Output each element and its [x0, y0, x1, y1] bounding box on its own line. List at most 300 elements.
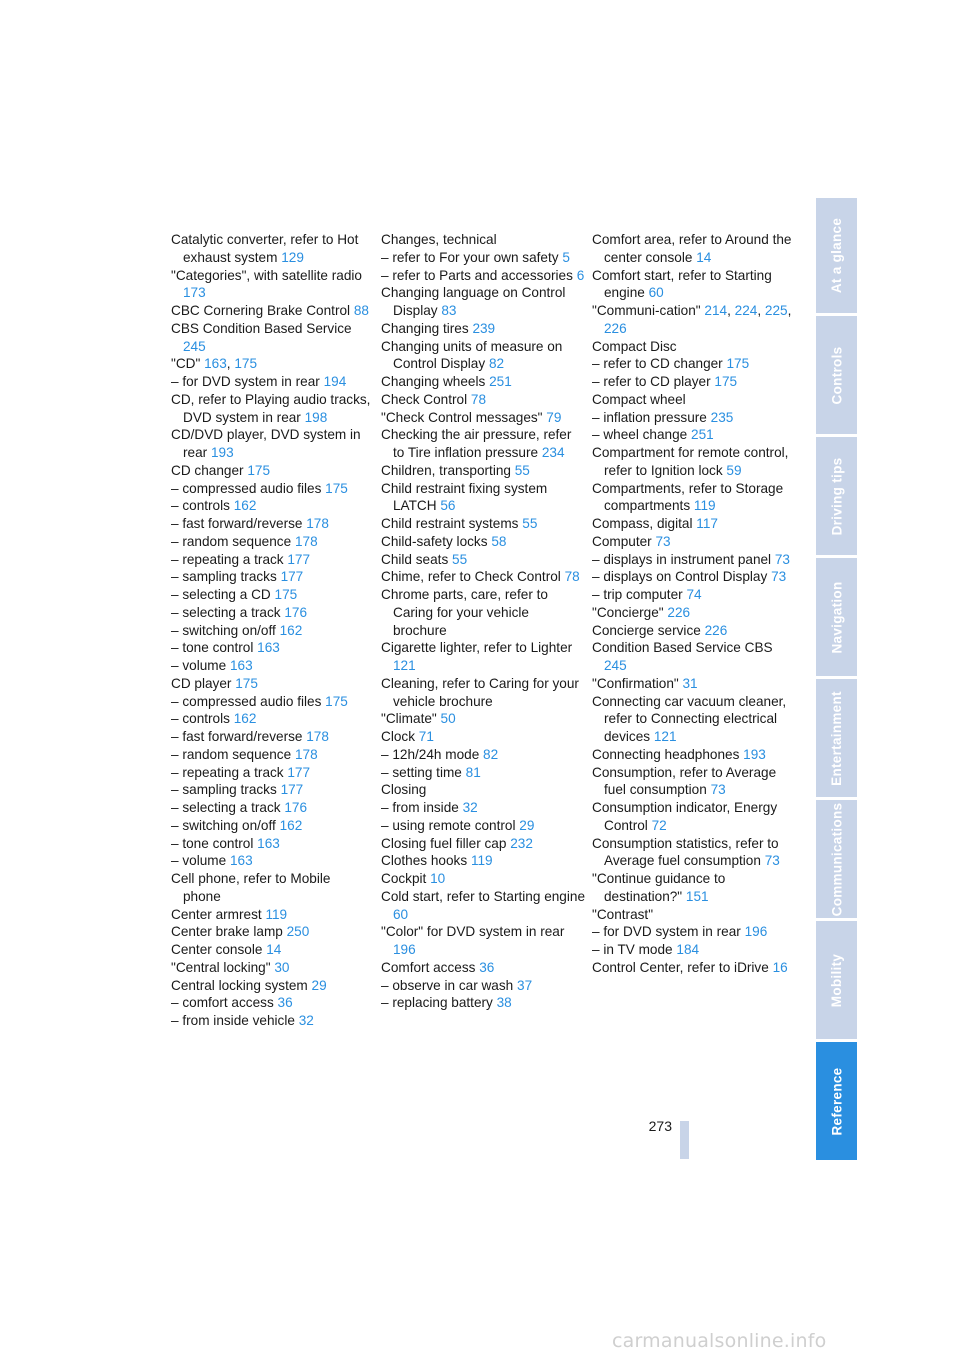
index-entry — [171, 373, 371, 391]
page-link[interactable]: 82 — [483, 746, 499, 762]
entry-text: – refer to CD player — [592, 374, 711, 389]
page-link[interactable]: 162 — [233, 711, 257, 727]
entry-text: – refer to CD changer — [592, 356, 723, 372]
page-link[interactable]: 178 — [306, 516, 329, 531]
entry-text: Closing — [381, 782, 427, 798]
entry-text: Concierge service — [592, 622, 701, 638]
index-entry — [171, 586, 371, 604]
index-entry — [171, 515, 371, 533]
entry-text: – compressed audio files — [171, 693, 322, 709]
page-link[interactable]: 226 — [704, 622, 728, 638]
page-link[interactable]: 73 — [710, 782, 726, 798]
index-entry — [381, 533, 586, 551]
index-entry — [592, 639, 797, 675]
page-link[interactable]: 177 — [280, 782, 304, 798]
entry-text: – from inside — [381, 800, 459, 815]
index-entry — [381, 764, 586, 782]
index-entry — [592, 586, 797, 604]
page-link[interactable]: 60 — [648, 285, 664, 301]
index-entry — [171, 551, 371, 569]
page-link[interactable]: 56 — [440, 498, 456, 514]
page-link[interactable]: 163 — [257, 835, 280, 851]
index-entry — [171, 835, 371, 853]
index-entry — [171, 267, 371, 303]
index-entry — [171, 977, 371, 995]
index-entry — [171, 231, 371, 267]
page-link[interactable]: 245 — [604, 658, 627, 673]
entry-text: Center brake lamp — [171, 924, 283, 940]
entry-text: – observe in car wash — [381, 977, 514, 993]
index-entry — [381, 888, 586, 924]
page-link[interactable]: 163 — [229, 853, 253, 869]
entry-text: – controls — [171, 711, 230, 727]
page-link[interactable]: 129 — [281, 249, 304, 265]
page-link[interactable]: 151 — [685, 888, 709, 904]
page-link[interactable]: 71 — [418, 729, 434, 744]
entry-text: – comfort access — [171, 995, 274, 1011]
entry-text: Comfort start, refer to Starting engine — [592, 267, 772, 301]
page-link[interactable]: 81 — [465, 764, 481, 780]
entry-text: Cockpit — [381, 871, 427, 886]
page-link[interactable]: 245 — [183, 338, 206, 354]
page-link[interactable]: 36 — [277, 995, 293, 1011]
index-entry — [171, 1012, 371, 1030]
entry-text: – replacing battery — [381, 995, 493, 1011]
page-link[interactable]: 198 — [304, 409, 328, 425]
entry-text: Chrome parts, care, refer to Caring for your vehicle brochure — [381, 587, 548, 638]
page-link[interactable]: 31 — [682, 675, 698, 691]
entry-text: Clock — [381, 729, 415, 744]
index-entry — [592, 923, 797, 941]
entry-text: – selecting a track — [171, 604, 281, 620]
index-entry — [171, 781, 371, 799]
entry-text: Compass, digital — [592, 516, 693, 531]
tab-communications[interactable]: Communications — [816, 800, 857, 918]
index-entry — [381, 515, 586, 533]
page-link[interactable]: 234 — [541, 445, 565, 460]
page-link[interactable]: 30 — [274, 959, 290, 975]
index-entry — [381, 480, 586, 516]
index-entry — [381, 267, 586, 285]
entry-text: Check Control — [381, 391, 468, 407]
entry-text: – repeating a track — [171, 551, 284, 567]
entry-text: "Central locking" — [171, 959, 271, 975]
entry-text: CD changer — [171, 462, 244, 478]
entry-text: Center armrest — [171, 906, 262, 922]
page-link[interactable]: 29 — [311, 977, 327, 993]
index-entry — [592, 959, 797, 977]
entry-text: Comfort access — [381, 959, 476, 975]
page-link[interactable]: 162 — [233, 498, 257, 514]
page-link[interactable]: 193 — [210, 445, 234, 460]
page-link[interactable]: 175 — [235, 675, 258, 691]
page-link[interactable]: 72 — [651, 817, 667, 833]
entry-text: Compact Disc — [592, 338, 677, 354]
entry-text: Consumption indicator, Energy Control — [592, 800, 778, 833]
page-link[interactable]: 5 — [562, 249, 570, 265]
page-link[interactable]: 225 — [764, 303, 788, 318]
entry-text: Changing language on Control Display — [381, 285, 566, 318]
page-link[interactable]: 6 — [576, 267, 585, 283]
page-link[interactable]: 184 — [676, 942, 700, 957]
entry-text: – using remote control — [381, 817, 516, 833]
index-entry — [171, 728, 371, 746]
page-link[interactable]: 73 — [774, 551, 790, 567]
page-link[interactable]: 175 — [274, 587, 298, 602]
page-link[interactable]: 177 — [287, 764, 311, 780]
entry-text: Center console — [171, 942, 263, 957]
index-entry: "Communi-cation" 214, 224, 225, 226 — [592, 303, 792, 336]
entry-text: Checking the air pressure, refer to Tire inflation pressure — [381, 427, 572, 460]
page-link[interactable]: 74 — [686, 587, 702, 602]
page-link[interactable]: 176 — [284, 800, 308, 815]
index-entry — [592, 355, 797, 373]
index-entry — [592, 551, 797, 569]
index-entry — [592, 338, 797, 356]
entry-text: – wheel change — [592, 427, 688, 443]
page-number-bar — [680, 1121, 689, 1159]
index-entry — [381, 409, 586, 427]
entry-text: – from inside vehicle — [171, 1013, 295, 1028]
page-link[interactable]: 163 — [257, 640, 280, 656]
entry-text: "Climate" — [381, 711, 437, 727]
page-link[interactable]: 29 — [519, 817, 535, 833]
page-link[interactable]: 175 — [325, 480, 348, 496]
page-link[interactable]: 88 — [353, 303, 369, 318]
index-entry — [171, 994, 371, 1012]
index-entry — [592, 906, 797, 924]
tab-reference[interactable]: Reference — [816, 1042, 857, 1160]
entry-text: – fast forward/reverse — [171, 516, 303, 531]
page-link[interactable]: 175 — [234, 356, 258, 372]
entry-text: Child restraint systems — [381, 516, 519, 531]
index-column-3 — [592, 231, 797, 977]
entry-text: – in TV mode — [592, 942, 673, 957]
entry-text: Changes, technical — [381, 232, 497, 247]
entry-text: "Contrast" — [592, 906, 654, 922]
page-link[interactable]: 250 — [286, 924, 310, 940]
entry-text: CBC Cornering Brake Control — [171, 303, 351, 318]
entry-text: CD, refer to Playing audio tracks, DVD system in rear — [171, 391, 371, 425]
page-link[interactable]: 119 — [470, 853, 493, 869]
index-entry — [171, 693, 371, 711]
index-entry — [381, 284, 586, 320]
index-entry — [381, 799, 586, 817]
entry-text: Consumption statistics, refer to Average fuel consumption — [592, 835, 779, 869]
page-link[interactable]: 178 — [306, 729, 329, 744]
entry-text: Changing units of measure on Control Display — [381, 338, 563, 372]
page-link[interactable]: 60 — [393, 906, 409, 922]
entry-text: "Color" for DVD system in rear — [381, 924, 565, 940]
entry-text: "Communi-cation" — [592, 303, 701, 318]
page-link[interactable]: 226 — [604, 320, 627, 336]
entry-text: – tone control — [171, 835, 254, 851]
index-column-1 — [171, 231, 371, 1030]
page-link[interactable]: 10 — [430, 871, 446, 886]
index-entry — [171, 639, 371, 657]
index-entry — [381, 231, 586, 249]
entry-text: Cigarette lighter, refer to Lighter — [381, 640, 573, 656]
index-entry — [381, 551, 586, 569]
entry-text: – sampling tracks — [171, 569, 277, 585]
index-entry — [592, 444, 797, 480]
page-link[interactable]: 177 — [287, 551, 311, 567]
entry-text: – refer to For your own safety — [381, 249, 559, 265]
index-entry — [592, 675, 797, 693]
page-link[interactable]: 16 — [772, 959, 788, 975]
page-link[interactable]: 38 — [496, 995, 512, 1011]
index-entry — [171, 675, 371, 693]
tab-mobility[interactable]: Mobility — [816, 921, 857, 1039]
page-link[interactable]: 193 — [743, 746, 766, 762]
page-link[interactable]: 78 — [470, 391, 487, 407]
entry-text: "Continue guidance to destination?" — [592, 871, 726, 904]
index-entry — [592, 746, 797, 764]
page-link[interactable]: 82 — [488, 356, 505, 372]
page-link[interactable]: 163 — [229, 658, 253, 673]
index-entry — [171, 568, 371, 586]
entry-text: "CD" — [171, 356, 201, 372]
entry-text: Changing wheels — [381, 374, 486, 389]
entry-text: Compact wheel — [592, 391, 686, 407]
entry-text: – for DVD system in rear — [171, 374, 320, 389]
page-link[interactable]: 235 — [710, 409, 734, 425]
index-entry — [592, 426, 797, 444]
page-link[interactable]: 175 — [325, 693, 348, 709]
page-link[interactable]: 175 — [726, 356, 750, 372]
tab-driving-tips[interactable]: Driving tips — [816, 437, 857, 555]
page-link[interactable]: 32 — [298, 1013, 314, 1028]
index-entry — [381, 391, 586, 409]
page-link[interactable]: 178 — [294, 746, 318, 762]
page-link[interactable]: 78 — [564, 569, 580, 585]
index-entry — [171, 497, 371, 515]
page-link[interactable]: 37 — [517, 977, 533, 993]
entry-text: "Confirmation" — [592, 675, 679, 691]
page-link[interactable]: 50 — [440, 711, 456, 727]
entry-text: – fast forward/reverse — [171, 729, 303, 744]
index-entry — [381, 586, 586, 639]
page-link[interactable]: 83 — [441, 303, 457, 318]
index-entry — [381, 977, 586, 995]
entry-text: – compressed audio files — [171, 480, 322, 496]
page-link[interactable]: 117 — [696, 516, 718, 531]
index-entry — [171, 923, 371, 941]
entry-text: Children, transporting — [381, 462, 511, 478]
entry-text: – controls — [171, 498, 230, 514]
index-entry — [381, 639, 586, 675]
index-column-2 — [381, 231, 586, 1012]
entry-text: – refer to Parts and accessories — [381, 267, 573, 283]
entry-text: – 12h/24h mode — [381, 746, 480, 762]
entry-text: "Check Control messages" — [381, 409, 543, 425]
page-link[interactable]: 175 — [247, 462, 271, 478]
page-link[interactable]: 55 — [452, 551, 468, 567]
entry-text: Central locking system — [171, 977, 308, 993]
entry-text: – displays in instrument panel — [592, 551, 772, 567]
page-link[interactable]: 178 — [294, 533, 318, 549]
index-entry — [171, 657, 371, 675]
page-link[interactable]: 121 — [653, 729, 677, 744]
page-link[interactable]: 73 — [764, 853, 780, 869]
page-link[interactable]: 36 — [479, 959, 495, 975]
page-link[interactable]: 14 — [266, 942, 282, 957]
index-entry — [592, 409, 797, 427]
entry-text: – switching on/off — [171, 817, 276, 833]
entry-text: – switching on/off — [171, 622, 276, 638]
index-entry — [381, 746, 586, 764]
page-link[interactable]: 224 — [734, 303, 758, 318]
index-entry — [381, 923, 586, 959]
index-entry — [592, 622, 797, 640]
page-link[interactable]: 55 — [514, 462, 530, 478]
index-entry — [592, 835, 797, 871]
index-entry — [381, 817, 586, 835]
entry-text: Consumption, refer to Average fuel consumption — [592, 764, 777, 798]
watermark: carmanualsonline.info — [612, 1330, 827, 1352]
index-entry — [381, 728, 586, 746]
entry-text: – displays on Control Display — [592, 569, 768, 585]
index-entry — [592, 391, 797, 409]
index-entry — [592, 870, 797, 906]
index-entry — [592, 533, 797, 551]
page-link[interactable]: 119 — [265, 906, 288, 922]
page-link[interactable]: 196 — [744, 924, 768, 940]
page-link[interactable]: 214 — [704, 303, 728, 318]
entry-text: – inflation pressure — [592, 409, 707, 425]
entry-text: Cell phone, refer to Mobile phone — [171, 871, 331, 904]
index-entry — [381, 835, 586, 853]
section-tabs — [816, 198, 857, 1160]
page-link[interactable]: 59 — [726, 462, 742, 478]
entry-text: – volume — [171, 853, 227, 869]
entry-text: – setting time — [381, 764, 462, 780]
tab-entertainment[interactable]: Entertainment — [816, 679, 857, 797]
entry-text: Compartments, refer to Storage compartments — [592, 480, 784, 514]
page-link[interactable]: 162 — [279, 817, 303, 833]
entry-text: CD/DVD player, DVD system in rear — [171, 427, 361, 460]
page-link[interactable]: 175 — [714, 374, 738, 389]
page-link[interactable]: 239 — [472, 320, 496, 336]
entry-text: – trip computer — [592, 587, 683, 602]
page-link[interactable]: 163 — [204, 356, 227, 372]
entry-text: Connecting headphones — [592, 746, 740, 762]
entry-text: Cold start, refer to Starting engine — [381, 888, 586, 904]
index-entry — [592, 799, 797, 835]
tab-navigation[interactable]: Navigation — [816, 558, 857, 676]
entry-text: Cleaning, refer to Caring for your vehicle brochure — [381, 675, 579, 709]
index-entry — [171, 302, 371, 320]
entry-text: – random sequence — [171, 746, 292, 762]
entry-text: CD player — [171, 675, 232, 691]
index-entry — [381, 675, 586, 711]
page-number: 273 — [648, 1118, 672, 1134]
page-link[interactable]: 79 — [546, 409, 562, 425]
index-entry — [592, 764, 797, 800]
entry-text: "Concierge" — [592, 604, 664, 620]
index-entry — [592, 941, 797, 959]
index-entry — [592, 693, 797, 746]
page-link[interactable]: 194 — [323, 374, 347, 389]
entry-text: – selecting a CD — [171, 587, 271, 602]
page-link[interactable]: 119 — [693, 498, 716, 514]
index-entry — [171, 746, 371, 764]
index-entry — [381, 994, 586, 1012]
entry-text: Child-safety locks — [381, 533, 488, 549]
page-link[interactable]: 32 — [462, 800, 478, 815]
entry-text: Clothes hooks — [381, 853, 468, 869]
page-link[interactable]: 73 — [771, 569, 787, 585]
entry-text: – repeating a track — [171, 764, 284, 780]
entry-text: Chime, refer to Check Control — [381, 569, 561, 585]
page-link[interactable]: 162 — [279, 622, 303, 638]
index-entry — [381, 373, 586, 391]
index-entry: "CD" 163, 175 — [171, 356, 258, 372]
page-link[interactable]: 226 — [667, 604, 691, 620]
entry-text: "Categories", with satellite radio — [171, 267, 362, 283]
page-link[interactable]: 58 — [491, 533, 507, 549]
entry-text: Condition Based Service CBS — [592, 640, 773, 656]
entry-text: – for DVD system in rear — [592, 924, 741, 940]
index-entry — [171, 391, 371, 427]
entry-text: Connecting car vacuum cleaner, refer to Connecting electrical devices — [592, 693, 787, 744]
index-entry — [171, 941, 371, 959]
index-entry — [171, 764, 371, 782]
entry-text: CBS Condition Based Service — [171, 320, 352, 336]
entry-text: Catalytic converter, refer to Hot exhaust system — [171, 232, 359, 265]
index-entry — [381, 710, 586, 728]
index-entry — [381, 338, 586, 374]
page-link[interactable]: 173 — [183, 285, 206, 301]
page-link[interactable]: 55 — [522, 516, 538, 531]
index-entry — [171, 817, 371, 835]
index-entry — [381, 852, 586, 870]
entry-text: Compartment for remote control, refer to Ignition lock — [592, 445, 789, 478]
index-entry — [171, 320, 371, 356]
entry-text: – tone control — [171, 640, 254, 656]
index-entry — [381, 568, 586, 586]
index-entry — [171, 906, 371, 924]
index-entry — [592, 568, 797, 586]
index-entry — [171, 426, 371, 462]
index-entry — [592, 231, 797, 267]
page-link[interactable]: 232 — [510, 835, 533, 851]
index-entry — [171, 959, 371, 977]
page-link[interactable]: 176 — [284, 604, 308, 620]
page-link[interactable]: 251 — [489, 374, 512, 389]
page-link[interactable]: 196 — [393, 942, 416, 957]
page-link[interactable]: 73 — [655, 533, 671, 549]
entry-text: Child restraint fixing system LATCH — [381, 480, 548, 514]
index-entry — [171, 870, 371, 906]
index-entry — [381, 870, 586, 888]
page-link[interactable]: 251 — [691, 427, 714, 443]
page-link[interactable]: 177 — [280, 569, 304, 585]
index-entry — [592, 267, 797, 303]
index-entry — [381, 462, 586, 480]
index-entry — [171, 480, 371, 498]
tab-controls[interactable]: Controls — [816, 316, 857, 434]
entry-text: Child seats — [381, 551, 449, 567]
page-link[interactable]: 121 — [393, 658, 416, 673]
entry-text: Computer — [592, 533, 652, 549]
entry-text: – selecting a track — [171, 800, 281, 815]
tab-at-a-glance[interactable]: At a glance — [816, 198, 857, 313]
index-entry — [171, 462, 371, 480]
index-entry — [171, 852, 371, 870]
page-link[interactable]: 14 — [696, 249, 712, 265]
index-entry — [592, 373, 797, 391]
